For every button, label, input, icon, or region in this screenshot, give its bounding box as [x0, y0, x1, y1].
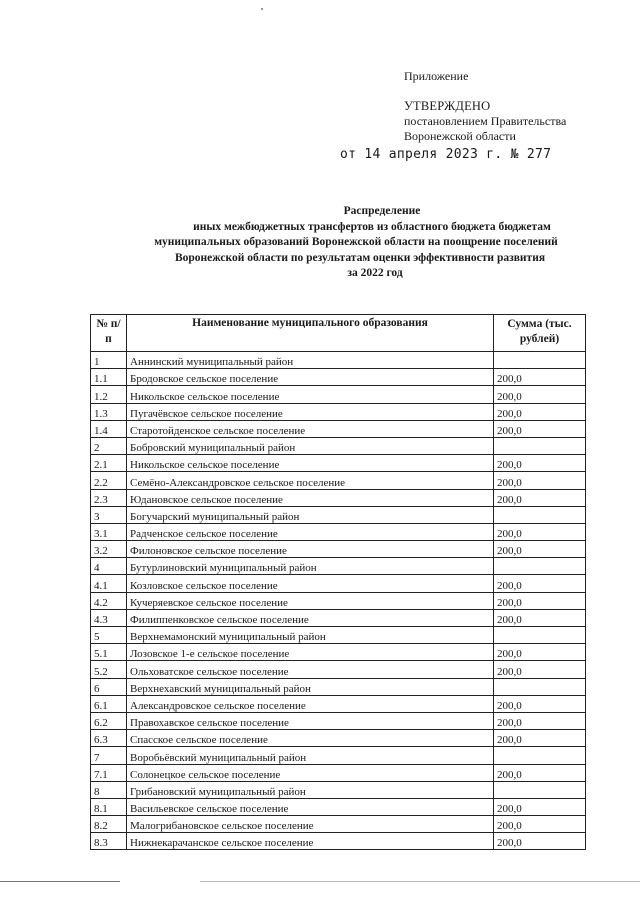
row-name-cell: Верхнемамонский муниципальный район [127, 627, 494, 644]
bottom-rule-left [0, 881, 120, 882]
row-name-cell: Спасское сельское поселение [127, 730, 494, 747]
row-name-cell: Бобровский муниципальный район [127, 437, 494, 454]
row-number-cell: 8 [91, 781, 127, 798]
appendix-label: Приложение [404, 69, 469, 83]
row-sum-cell: 200,0 [494, 369, 586, 386]
row-number-cell: 1.3 [91, 403, 127, 420]
row-sum-cell [494, 747, 586, 764]
row-number-cell: 8.1 [91, 798, 127, 815]
title-line-5: за 2022 год [347, 267, 403, 279]
row-name-cell: Бутурлиновский муниципальный район [127, 558, 494, 575]
table-row [91, 833, 586, 850]
row-number-cell: 4.3 [91, 609, 127, 626]
table-row [91, 352, 586, 369]
row-name-cell: Юдановское сельское поселение [127, 489, 494, 506]
row-name-cell: Лозовское 1-е сельское поселение [127, 644, 494, 661]
table-row [91, 472, 586, 489]
row-number-cell: 2.3 [91, 489, 127, 506]
title-line-2: иных межбюджетных трансфертов из областного бюджета бюджетам [193, 220, 551, 233]
row-sum-cell [494, 558, 586, 575]
row-number-cell: 3.1 [91, 523, 127, 540]
row-name-cell: Правохавское сельское поселение [127, 712, 494, 729]
table-row [91, 798, 586, 815]
row-number-cell: 5 [91, 627, 127, 644]
row-sum-cell: 200,0 [494, 575, 586, 592]
row-name-cell: Филиппенковское сельское поселение [127, 609, 494, 626]
row-sum-cell [494, 352, 586, 369]
row-name-cell: Богучарский муниципальный район [127, 506, 494, 523]
row-sum-cell: 200,0 [494, 386, 586, 403]
row-name-cell: Старотойденское сельское поселение [127, 420, 494, 437]
row-number-cell: 6.2 [91, 712, 127, 729]
row-number-cell: 2 [91, 437, 127, 454]
row-number-cell: 5.1 [91, 644, 127, 661]
title-line-4: Воронежской области по результатам оценки эффективности развития [174, 251, 546, 264]
row-name-cell: Малогрибановское сельское поселение [127, 816, 494, 833]
row-sum-cell: 200,0 [494, 420, 586, 437]
row-number-cell: 7 [91, 747, 127, 764]
table-row [91, 678, 586, 695]
column-header-number: № п/п [91, 315, 127, 352]
row-name-cell: Грибановский муниципальный район [127, 781, 494, 798]
row-name-cell: Верхнехавский муниципальный район [127, 678, 494, 695]
row-number-cell: 4 [91, 558, 127, 575]
row-name-cell: Пугачёвское сельское поселение [127, 403, 494, 420]
row-name-cell: Бродовское сельское поселение [127, 369, 494, 386]
row-name-cell: Семёно-Александровское сельское поселение [127, 472, 494, 489]
table-row [91, 455, 586, 472]
row-number-cell: 6.3 [91, 730, 127, 747]
table-row [91, 420, 586, 437]
row-name-cell: Козловское сельское поселение [127, 575, 494, 592]
row-sum-cell: 200,0 [494, 489, 586, 506]
row-sum-cell [494, 506, 586, 523]
table-row [91, 489, 586, 506]
table-row [91, 747, 586, 764]
row-sum-cell [494, 781, 586, 798]
approved-by-line2: Воронежской области [404, 129, 516, 143]
approved-title: УТВЕРЖДЕНО [404, 99, 491, 113]
row-sum-cell: 200,0 [494, 712, 586, 729]
row-number-cell: 3.2 [91, 541, 127, 558]
decree-date: от 14 апреля 2023 г. № 277 [340, 147, 552, 162]
row-number-cell: 7.1 [91, 764, 127, 781]
row-sum-cell: 200,0 [494, 541, 586, 558]
table-row [91, 403, 586, 420]
table-row [91, 541, 586, 558]
row-number-cell: 1 [91, 352, 127, 369]
table-body [91, 352, 586, 850]
row-number-cell: 1.1 [91, 369, 127, 386]
row-sum-cell: 200,0 [494, 523, 586, 540]
row-sum-cell: 200,0 [494, 472, 586, 489]
table-row [91, 437, 586, 454]
row-number-cell: 6 [91, 678, 127, 695]
approved-by-line1: постановлением Правительства [404, 114, 567, 128]
row-sum-cell: 200,0 [494, 609, 586, 626]
row-sum-cell [494, 627, 586, 644]
table-row [91, 386, 586, 403]
table-row [91, 730, 586, 747]
approval-block [404, 99, 566, 144]
row-number-cell: 5.2 [91, 661, 127, 678]
row-name-cell: Нижнекарачанское сельское поселение [127, 833, 494, 850]
row-number-cell: 8.3 [91, 833, 127, 850]
row-name-cell: Филоновское сельское поселение [127, 541, 494, 558]
row-number-cell: 4.1 [91, 575, 127, 592]
table-row [91, 609, 586, 626]
row-number-cell: 1.4 [91, 420, 127, 437]
row-number-cell: 4.2 [91, 592, 127, 609]
table-row [91, 816, 586, 833]
column-header-sum: Сумма (тыс. рублей) [494, 315, 586, 352]
table-header-row [91, 315, 586, 352]
title-line-3: муниципальных образований Воронежской области на поощрение поселений [154, 236, 558, 248]
row-sum-cell: 200,0 [494, 455, 586, 472]
row-name-cell: Никольское сельское поселение [127, 386, 494, 403]
row-name-cell: Солонецкое сельское поселение [127, 764, 494, 781]
table-row [91, 764, 586, 781]
table-row [91, 712, 586, 729]
table-row [91, 369, 586, 386]
row-name-cell: Васильевское сельское поселение [127, 798, 494, 815]
table-row [91, 575, 586, 592]
row-name-cell: Александровское сельское поселение [127, 695, 494, 712]
row-name-cell: Радченское сельское поселение [127, 523, 494, 540]
bottom-rule-right [200, 881, 640, 882]
row-number-cell: 3 [91, 506, 127, 523]
row-sum-cell: 200,0 [494, 798, 586, 815]
row-sum-cell: 200,0 [494, 592, 586, 609]
table-row [91, 558, 586, 575]
title-line-1: Распределение [343, 205, 421, 217]
table-row [91, 661, 586, 678]
table-row [91, 695, 586, 712]
row-sum-cell: 200,0 [494, 730, 586, 747]
row-sum-cell: 200,0 [494, 695, 586, 712]
row-name-cell: Ольховатское сельское поселение [127, 661, 494, 678]
row-number-cell: 8.2 [91, 816, 127, 833]
allocation-table [90, 314, 586, 850]
row-sum-cell [494, 678, 586, 695]
row-number-cell: 2.2 [91, 472, 127, 489]
document-title [110, 204, 610, 282]
row-name-cell: Кучеряевское сельское поселение [127, 592, 494, 609]
row-name-cell: Воробьёвский муниципальный район [127, 747, 494, 764]
row-sum-cell: 200,0 [494, 644, 586, 661]
row-name-cell: Аннинский муниципальный район [127, 352, 494, 369]
table-row [91, 592, 586, 609]
table-row [91, 523, 586, 540]
row-sum-cell: 200,0 [494, 816, 586, 833]
row-number-cell: 6.1 [91, 695, 127, 712]
table-row [91, 644, 586, 661]
row-number-cell: 2.1 [91, 455, 127, 472]
row-name-cell: Никольское сельское поселение [127, 455, 494, 472]
row-number-cell: 1.2 [91, 386, 127, 403]
table-row [91, 627, 586, 644]
table-row [91, 506, 586, 523]
column-header-name: Наименование муниципального образования [127, 315, 494, 352]
scan-speck [261, 8, 263, 10]
row-sum-cell: 200,0 [494, 833, 586, 850]
row-sum-cell: 200,0 [494, 661, 586, 678]
table-row [91, 781, 586, 798]
row-sum-cell: 200,0 [494, 403, 586, 420]
row-sum-cell [494, 437, 586, 454]
row-sum-cell: 200,0 [494, 764, 586, 781]
